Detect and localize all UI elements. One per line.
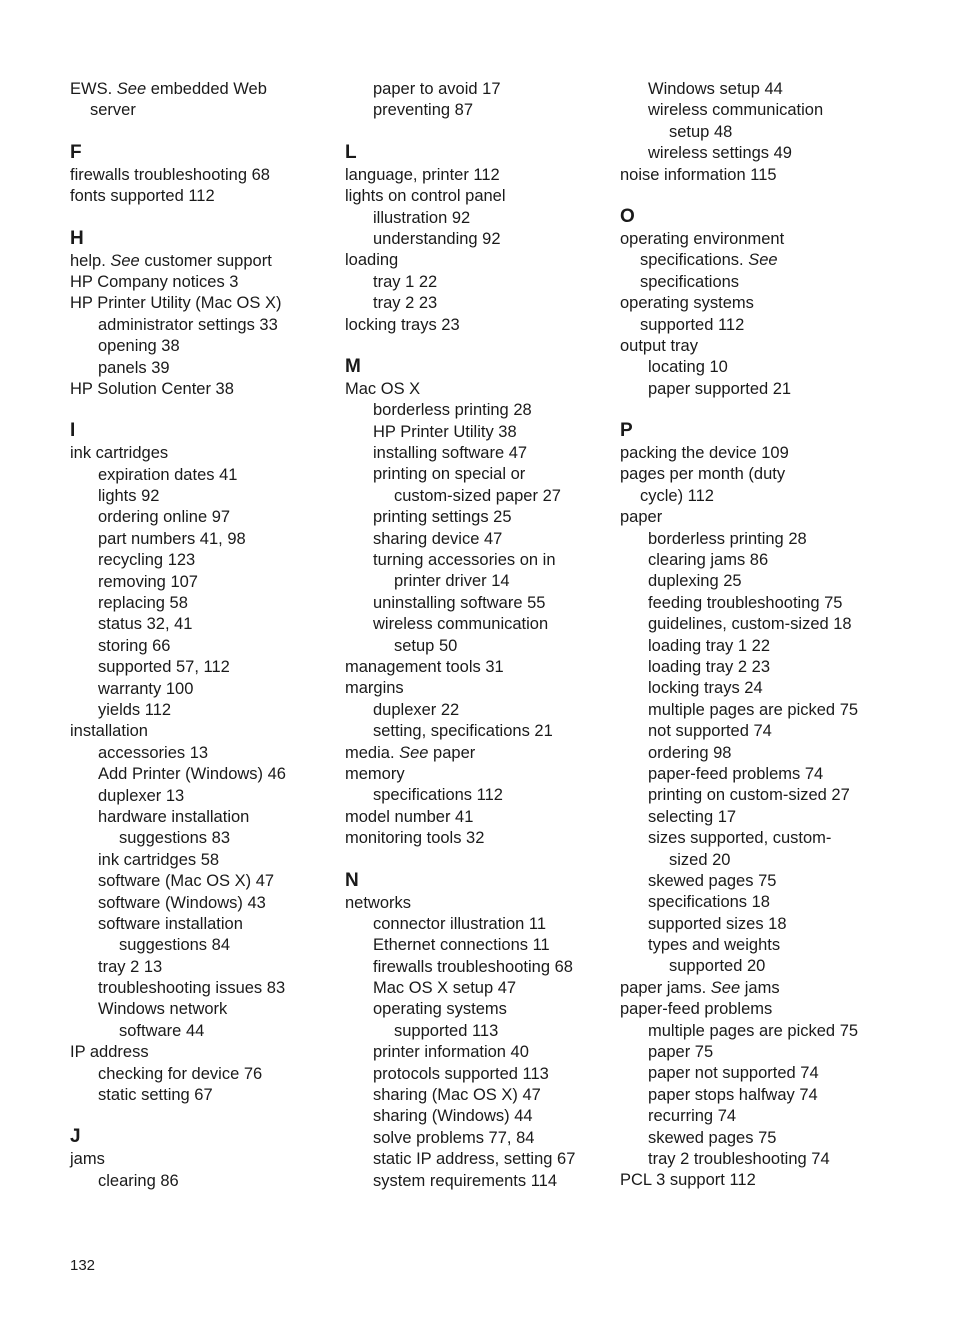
index-column-1 (70, 79, 330, 1192)
index-subentry: sized 20 (669, 850, 731, 869)
index-section-letter: F (70, 141, 82, 163)
index-subentry: turning accessories on in (373, 551, 556, 570)
index-entry: management tools 31 (345, 657, 504, 676)
index-entry: IP address (70, 1043, 149, 1062)
index-entry: supported 112 (640, 315, 745, 334)
index-section-letter: P (620, 420, 633, 442)
index-section-letter: J (70, 1126, 81, 1148)
index-subentry: duplexer 22 (373, 700, 460, 719)
reference-target: paper (428, 743, 476, 762)
index-subentry: ink cartridges 58 (98, 850, 220, 869)
see-reference: See (710, 978, 741, 997)
index-entry: server (90, 101, 136, 120)
index-entry: operating environment (620, 229, 785, 248)
index-subentry: Windows setup 44 (648, 80, 783, 98)
index-subentry: sharing device 47 (373, 529, 503, 548)
index-subentry: removing 107 (98, 572, 198, 591)
index-subentry: supported sizes 18 (648, 914, 787, 933)
index-subentry: paper-feed problems 74 (648, 764, 824, 783)
index-entry: PCL 3 support 112 (620, 1171, 756, 1190)
index-subentry: wireless communication (648, 101, 824, 120)
page-number: 132 (70, 1257, 96, 1274)
index-subentry: feeding troubleshooting 75 (648, 593, 843, 612)
index-entry: language, printer 112 (345, 165, 500, 184)
index-subentry: sharing (Windows) 44 (373, 1107, 533, 1126)
index-subentry: printing on custom-sized 27 (648, 786, 850, 805)
index-subentry: operating systems (373, 1000, 507, 1019)
index-entry: Mac OS X (345, 379, 421, 398)
index-entry (345, 743, 605, 764)
index-entry (620, 250, 910, 271)
index-entry: memory (345, 764, 405, 783)
see-reference: See (748, 251, 778, 270)
index-subentry: skewed pages 75 (648, 871, 777, 890)
index-subentry: recurring 74 (648, 1107, 737, 1126)
index-subentry: accessories 13 (98, 743, 209, 762)
index-subentry: suggestions 83 (119, 829, 230, 848)
index-subentry: suggestions 84 (119, 936, 230, 955)
index-subentry: supported 113 (394, 1021, 499, 1040)
index-entry: jams (70, 1150, 105, 1169)
index-subentry: HP Printer Utility 38 (373, 422, 517, 441)
index-subentry: part numbers 41, 98 (98, 529, 246, 548)
index-section-letter: H (70, 227, 84, 249)
index-entry: locking trays 23 (345, 315, 460, 334)
index-entry (70, 79, 330, 100)
index-subentry: preventing 87 (373, 101, 473, 120)
index-entry (620, 978, 910, 999)
index-subentry: firewalls troubleshooting 68 (373, 957, 573, 976)
index-subentry: printer information 40 (373, 1043, 529, 1062)
index-subentry: supported 57, 112 (98, 658, 230, 677)
index-entry: output tray (620, 336, 698, 355)
index-subentry: opening 38 (98, 337, 180, 356)
index-subentry: system requirements 114 (373, 1171, 558, 1190)
index-subentry: custom-sized paper 27 (394, 486, 561, 505)
index-entry: HP Company notices 3 (70, 272, 239, 291)
index-subentry: software installation (98, 914, 243, 933)
index-entry: specifications (640, 272, 740, 291)
entry-text: specifications. (640, 251, 749, 270)
index-subentry: not supported 74 (648, 722, 772, 741)
index-subentry: sizes supported, custom- (648, 829, 832, 848)
index-subentry: recycling 123 (98, 551, 196, 570)
entry-text: EWS. (70, 80, 117, 98)
entry-text: paper jams. (620, 978, 711, 997)
index-subentry: clearing 86 (98, 1171, 179, 1190)
index-subentry: multiple pages are picked 75 (648, 700, 859, 719)
index-subentry: software (Mac OS X) 47 (98, 872, 275, 891)
index-subentry: loading tray 2 23 (648, 657, 771, 676)
index-subentry: paper stops halfway 74 (648, 1085, 818, 1104)
index-subentry: uninstalling software 55 (373, 593, 546, 612)
index-section-letter: M (345, 355, 361, 377)
index-subentry: tray 2 troubleshooting 74 (648, 1149, 830, 1168)
index-subentry: storing 66 (98, 636, 171, 655)
entry-text: help. (70, 251, 111, 270)
index-subentry: tray 2 13 (98, 957, 163, 976)
index-subentry: multiple pages are picked 75 (648, 1021, 859, 1040)
index-subentry: borderless printing 28 (648, 529, 807, 548)
index-entry: lights on control panel (345, 187, 506, 206)
see-reference: See (399, 743, 429, 762)
index-subentry: yields 112 (98, 700, 172, 719)
reference-target: customer support (139, 251, 272, 270)
index-subentry: expiration dates 41 (98, 465, 238, 484)
index-subentry: borderless printing 28 (373, 401, 532, 420)
index-entry: paper (620, 508, 663, 527)
index-subentry: replacing 58 (98, 594, 188, 613)
index-subentry: printing on special or (373, 465, 526, 484)
index-entry: packing the device 109 (620, 444, 789, 463)
index-subentry: paper 75 (648, 1043, 714, 1062)
see-reference: See (116, 80, 147, 98)
index-subentry: Ethernet connections 11 (373, 936, 550, 955)
index-subentry: lights 92 (98, 487, 160, 506)
index-subentry: paper to avoid 17 (373, 80, 501, 98)
index-subentry: printing settings 25 (373, 508, 512, 527)
reference-target: embedded Web (146, 80, 267, 98)
index-subentry: ordering 98 (648, 743, 732, 762)
index-subentry: installing software 47 (373, 444, 528, 463)
index-column-3 (620, 79, 910, 1192)
index-subentry: duplexing 25 (648, 572, 742, 591)
index-entry: operating systems (620, 294, 754, 313)
index-entry: ink cartridges (70, 444, 169, 463)
index-subentry: checking for device 76 (98, 1064, 263, 1083)
index-entry: firewalls troubleshooting 68 (70, 165, 270, 184)
index-subentry: ordering online 97 (98, 508, 231, 527)
index-section-letter: O (620, 205, 635, 227)
index-subentry: warranty 100 (98, 679, 194, 698)
index-subentry: administrator settings 33 (98, 315, 278, 334)
index-subentry: wireless communication (373, 615, 549, 634)
index-entry: paper-feed problems (620, 1000, 773, 1019)
index-subentry: specifications 112 (373, 786, 503, 805)
index-subentry: software 44 (119, 1021, 205, 1040)
entry-text: media. (345, 743, 400, 762)
see-reference: See (110, 251, 140, 270)
index-subentry: troubleshooting issues 83 (98, 979, 286, 998)
index-subentry: Add Printer (Windows) 46 (98, 765, 286, 784)
index-subentry: specifications 18 (648, 893, 770, 912)
index-subentry: sharing (Mac OS X) 47 (373, 1086, 541, 1105)
index-subentry: paper supported 21 (648, 379, 792, 398)
index-entry: fonts supported 112 (70, 187, 215, 206)
reference-target: jams (740, 978, 780, 997)
index-subentry: duplexer 13 (98, 786, 185, 805)
index-subentry: static IP address, setting 67 (373, 1150, 576, 1169)
index-subentry: guidelines, custom-sized 18 (648, 615, 852, 634)
index-subentry: Mac OS X setup 47 (373, 979, 517, 998)
index-entry: HP Solution Center 38 (70, 379, 234, 398)
index-subentry: clearing jams 86 (648, 551, 769, 570)
index-subentry: illustration 92 (373, 208, 471, 227)
index-subentry: setup 48 (669, 122, 733, 141)
index-entry: monitoring tools 32 (345, 829, 485, 848)
index-entry: loading (345, 251, 399, 270)
index-section-letter: I (70, 420, 76, 442)
index-entry: pages per month (duty (620, 465, 786, 484)
index-subentry: skewed pages 75 (648, 1128, 777, 1147)
index-subentry: static setting 67 (98, 1086, 213, 1105)
index-entry: noise information 115 (620, 165, 777, 184)
index-subentry: supported 20 (669, 957, 766, 976)
index-subentry: locking trays 24 (648, 679, 763, 698)
index-subentry: panels 39 (98, 358, 170, 377)
index-subentry: understanding 92 (373, 229, 501, 248)
index-section-letter: N (345, 869, 359, 891)
index-entry: cycle) 112 (640, 486, 714, 505)
index-subentry: types and weights (648, 936, 781, 955)
index-entry: networks (345, 893, 412, 912)
index-subentry: locating 10 (648, 358, 728, 377)
index-subentry: tray 2 23 (373, 294, 438, 313)
index-subentry: wireless settings 49 (648, 144, 792, 163)
index-subentry: status 32, 41 (98, 615, 193, 634)
index-subentry: paper not supported 74 (648, 1064, 819, 1083)
index-section-letter: L (345, 141, 357, 163)
index-entry: model number 41 (345, 807, 474, 826)
index-column-2 (345, 79, 605, 1192)
index-subentry: solve problems 77, 84 (373, 1128, 535, 1147)
index-subentry: loading tray 1 22 (648, 636, 771, 655)
index-entry: margins (345, 679, 404, 698)
index-subentry: protocols supported 113 (373, 1064, 549, 1083)
index-subentry: printer driver 14 (394, 572, 510, 591)
index-subentry: hardware installation (98, 807, 250, 826)
index-subentry: software (Windows) 43 (98, 893, 266, 912)
index-entry (70, 251, 330, 272)
index-entry: installation (70, 722, 148, 741)
index-subentry: connector illustration 11 (373, 914, 547, 933)
index-subentry: tray 1 22 (373, 272, 438, 291)
index-subentry: selecting 17 (648, 807, 737, 826)
index-subentry: setting, specifications 21 (373, 722, 553, 741)
index-subentry: setup 50 (394, 636, 458, 655)
index-entry: HP Printer Utility (Mac OS X) (70, 294, 282, 313)
index-subentry: Windows network (98, 1000, 228, 1019)
